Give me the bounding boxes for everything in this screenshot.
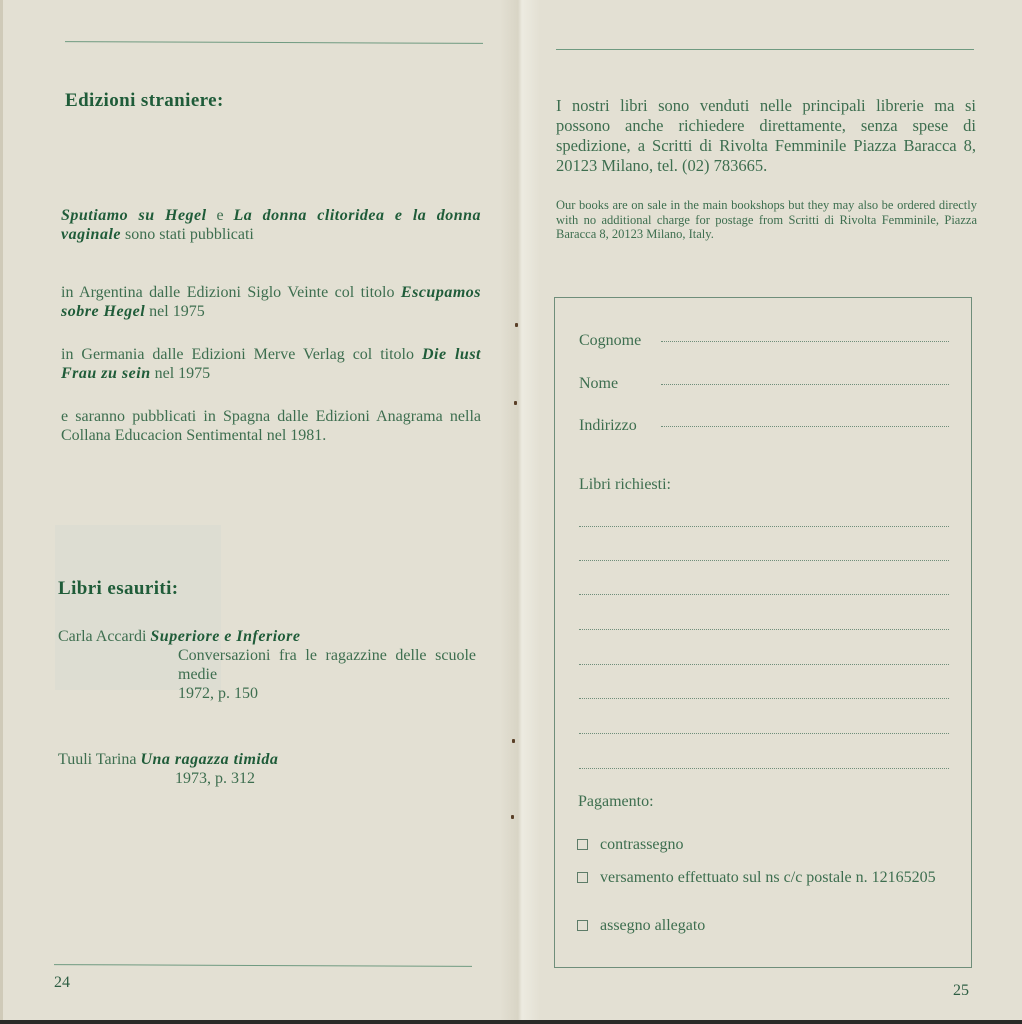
address-label: Indirizzo [579,417,637,434]
book-title: Sputiamo su Hegel [61,207,207,224]
book-request-line[interactable] [579,768,949,769]
book-title: Superiore e Inferiore [150,628,301,645]
book-details: 1973, p. 312 [175,770,255,787]
staple-mark [512,739,515,743]
payment-label: Pagamento: [578,793,654,810]
italian-order-notice: I nostri libri sono venduti nelle principali librerie ma si possono anche richiedere direttamente, senza spese di spedizione, a Scritti di Rivolta Femminile Piazza Baracca 8, 20123 Milano, tel. (02) 783665. [556,96,976,175]
foreign-editions-intro: Sputiamo su Hegel e La donna clitoridea e la donna vaginale sono stati pubblicati [61,207,481,243]
book-author: Tuuli Tarina [58,751,137,768]
book-title: Escupamos sobre Hegel [61,284,481,320]
out-of-print-book-2 [58,750,478,788]
page-number: 25 [953,982,969,999]
name-field[interactable] [579,375,949,393]
top-rule [556,49,974,50]
english-order-notice: Our books are on sale in the main bookshops but they may also be ordered directly with no additional charge for postage from Scritti di Rivolta Femminile, Piazza Baracca 8, 20123 Milano, Italy. [556,198,977,241]
books-requested-label: Libri richiesti: [579,476,671,493]
order-form [554,297,972,968]
out-of-print-book-1 [58,627,478,703]
payment-option-postal-transfer[interactable]: versamento effettuato sul ns c/c postale n. 12165205 [577,868,951,887]
book-request-line[interactable] [579,594,949,595]
staple-mark [515,323,518,327]
book-request-line[interactable] [579,698,949,699]
surname-label: Cognome [579,332,642,349]
name-label: Nome [579,375,619,392]
edition-germany: in Germania dalle Edizioni Merve Verlag col titolo Die lust Frau zu sein nel 1975 [61,346,481,382]
bottom-rule [54,964,472,967]
name-input-line[interactable] [661,383,949,385]
book-title: Die lust Frau zu sein [61,346,481,382]
book-request-line[interactable] [579,629,949,630]
surname-field[interactable] [579,332,949,350]
payment-option-cheque[interactable]: assegno allegato [577,916,951,935]
staple-mark [511,815,514,819]
book-author: Carla Accardi [58,628,147,645]
staple-mark [514,401,517,405]
page-number: 24 [54,974,70,991]
checkbox-icon[interactable] [577,920,588,931]
book-request-line[interactable] [579,733,949,734]
checkbox-icon[interactable] [577,839,588,850]
foreign-editions-heading: Edizioni straniere: [65,90,224,111]
book-title: La donna clitoridea e la donna vaginale [61,207,481,243]
book-request-line[interactable] [579,664,949,665]
top-rule [65,41,483,44]
out-of-print-heading: Libri esauriti: [58,578,179,599]
right-page [516,0,1022,1020]
edition-argentina: in Argentina dalle Edizioni Siglo Veinte col titolo Escupamos sobre Hegel nel 1975 [61,284,481,320]
book-title: Una ragazza timida [140,751,279,768]
surname-input-line[interactable] [661,340,949,342]
book-request-line[interactable] [579,560,949,561]
book-request-line[interactable] [579,526,949,527]
address-field[interactable] [579,417,949,435]
address-input-line[interactable] [661,425,949,427]
book-subtitle: Conversazioni fra le ragazzine delle scuole medie [178,647,476,683]
checkbox-icon[interactable] [577,872,588,883]
payment-option-cod[interactable]: contrassegno [577,835,951,854]
edition-spain: e saranno pubblicati in Spagna dalle Edizioni Anagrama nella Collana Educacion Sentimental nel 1981. [61,408,481,444]
book-details: 1972, p. 150 [178,685,258,702]
